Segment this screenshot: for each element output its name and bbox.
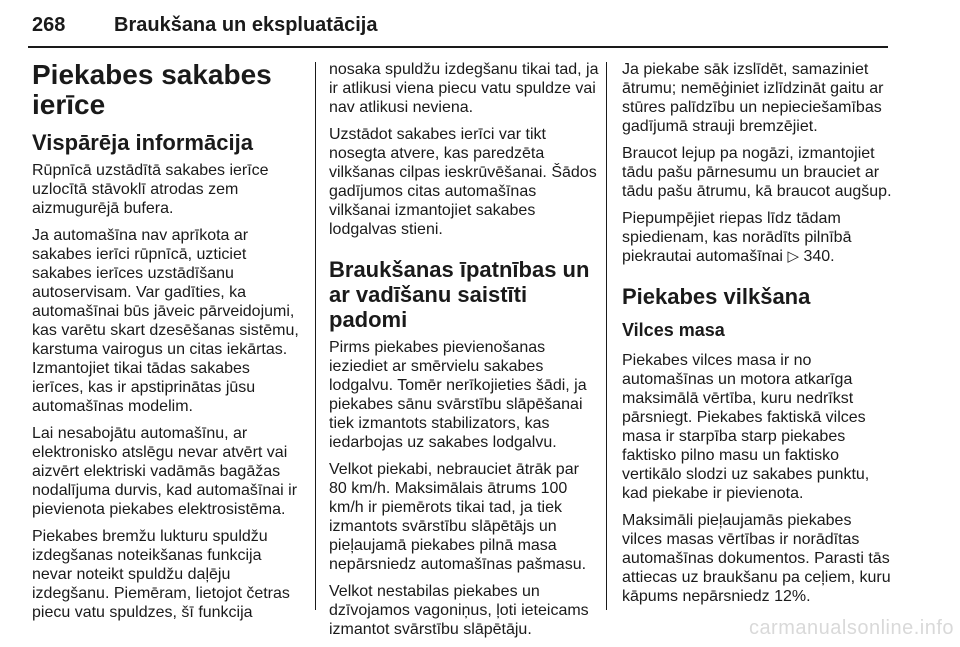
paragraph: Braucot lejup pa nogāzi, izmantojiet tādu pašu pārnesumu un brauciet ar tādu pašu ātrumu, kā braucot augšup. bbox=[622, 145, 892, 200]
paragraph: Piekabes bremžu lukturu spuldžu izdegšanas noteikšanas funkcija nevar noteikt spuldžu daļēju izdegšanu. Piemēram, lietojot četras piecu vatu spuldzes, šī funkcija bbox=[32, 528, 290, 621]
section-title: Piekabes sakabes ierīce bbox=[32, 59, 272, 120]
page-reference-icon: ▷ bbox=[787, 248, 799, 265]
paragraph: Velkot piekabi, nebrauciet ātrāk par 80 km/h. Maksimālais ātrums 100 km/h ir piemērots tikai tad, ja tiek izmantots svārstību slāpētājs un pieļaujamā piekabes pilnā masa nepārsniedz automašīnas pašmasu. bbox=[329, 461, 587, 573]
section-subtitle: Vispārēja informācija bbox=[32, 130, 253, 155]
column-divider bbox=[315, 62, 316, 610]
page-header bbox=[28, 6, 888, 48]
page-number: 268 bbox=[32, 14, 66, 36]
column-right bbox=[622, 60, 892, 614]
tyre-paragraph bbox=[622, 209, 892, 266]
chapter-title: Braukšana un ekspluatācija bbox=[114, 14, 378, 36]
paragraph: Rūpnīcā uzstādītā sakabes ierīce uzlocītā stāvoklī atrodas zem aizmugurējā bufera. bbox=[32, 162, 269, 217]
page-reference[interactable]: 340. bbox=[803, 248, 835, 265]
paragraph: Ja automašīna nav aprīkota ar sakabes ierīci rūpnīcā, uzticiet sakabes ierīces uzstādīšanu autoservisam. Var gadīties, ka automašīnai būs jāveic pārveidojumi, kas varētu skart dzesēšanas sistēmu, karstuma vairogus un citas iekārtas. Izmantojiet tikai tādas sakabes ierīces, kas ir apstiprinātas jūsu automašīnas modelim. bbox=[32, 227, 299, 415]
section-heading: Braukšanas īpatnības un ar vadīšanu saistīti padomi bbox=[329, 257, 590, 332]
paragraph: nosaka spuldžu izdegšanu tikai tad, ja ir atlikusi viena piecu vatu spuldze vai nav atlikusi neviena. bbox=[329, 61, 599, 116]
column-left bbox=[32, 60, 302, 630]
paragraph: Maksimāli pieļaujamās piekabes vilces masas vērtības ir norādītas automašīnas dokumentos. Parasti tās attiecas uz braukšanu pa ceļiem, kuru kāpums nepārsniedz 12%. bbox=[622, 512, 891, 605]
paragraph: Piekabes vilces masa ir no automašīnas un motora atkarīga maksimālā vērtība, kuru nedrīkst pārsniegt. Piekabes faktiskā vilces masa ir starpība starp piekabes faktisko pilno masu un faktisko vertikālo slodzi uz sakabes punktu, kad piekabe ir pievienota. bbox=[622, 352, 870, 502]
paragraph: Pirms piekabes pievienošanas ieziediet ar smērvielu sakabes lodgalvu. Tomēr nerīkojieties šādi, ja piekabes sānu svārstību slāpēšanai tiek izmantots stabilizators, kas iedarbojas uz sakabes lodgalvu. bbox=[329, 339, 587, 451]
paragraph: Ja piekabe sāk izslīdēt, samaziniet ātrumu; nemēģiniet izlīdzināt gaitu ar stūres palīdzību un nepieciešamības gadījumā strauji bremzējiet. bbox=[622, 61, 884, 135]
paragraph: Velkot nestabilas piekabes un dzīvojamos vagoniņus, ļoti ieteicams izmantot svārstību slāpētāju. bbox=[329, 583, 589, 638]
watermark: carmanualsonline.info bbox=[748, 617, 954, 639]
section-heading: Piekabes vilkšana bbox=[622, 284, 811, 309]
paragraph: Lai nesabojātu automašīnu, ar elektronisko atslēgu nevar atvērt vai aizvērt elektriski vadāmās bagāžas nodalījuma durvis, kad automašīnai ir pievienota piekabes elektrosistēma. bbox=[32, 425, 298, 518]
paragraph: Uzstādot sakabes ierīci var tikt nosegta atvere, kas paredzēta vilkšanas cilpas ieskrūvēšanai. Šādos gadījumos citas automašīnas vilkšanai izmantojiet sakabes lodgalvas stieni. bbox=[329, 126, 597, 238]
tyre-text: Piepumpējiet riepas līdz tādam spiedienam, kas norādīts pilnībā piekrautai automašīnai bbox=[622, 210, 852, 265]
column-middle bbox=[329, 60, 599, 647]
subsection-heading: Vilces masa bbox=[622, 320, 725, 340]
column-divider bbox=[606, 62, 607, 610]
